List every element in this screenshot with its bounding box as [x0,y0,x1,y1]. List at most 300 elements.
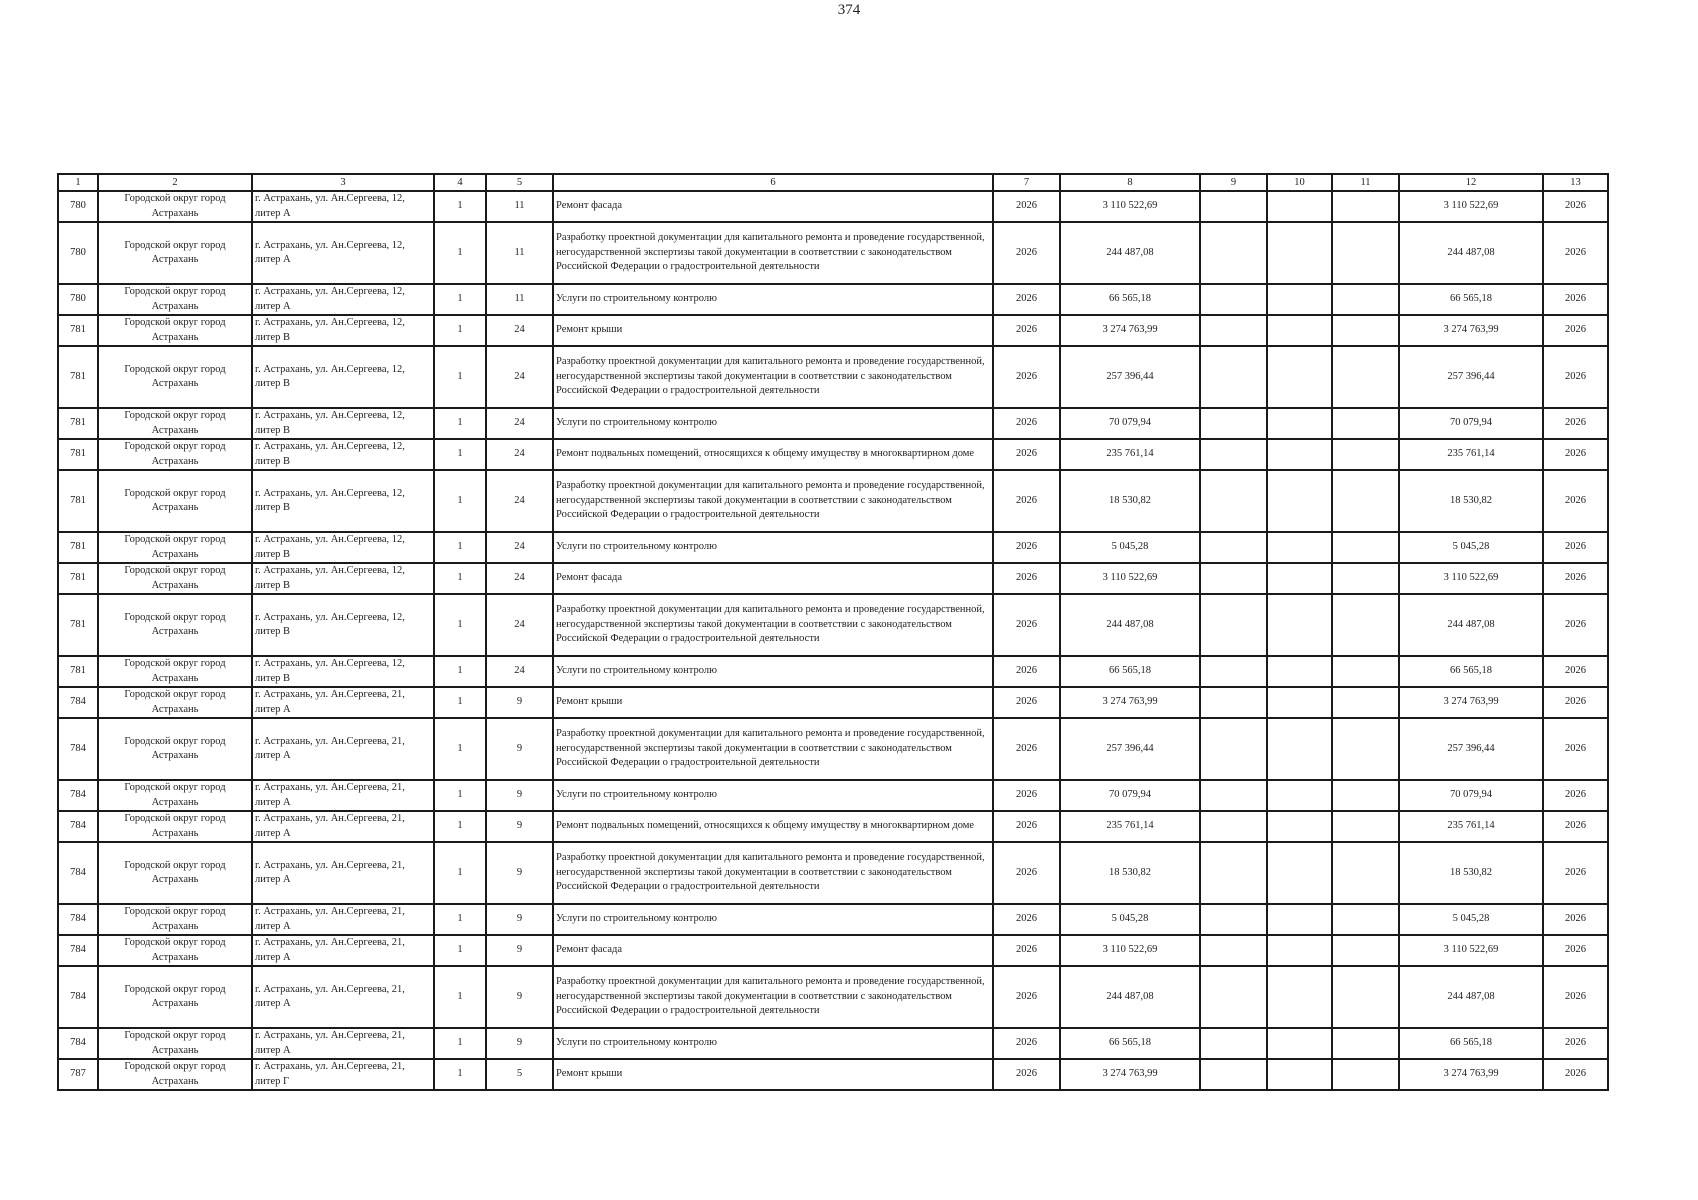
row-number-cell: 781 [58,594,98,656]
work-type-cell: Разработку проектной документации для капитального ремонта и проведение государственной, негосударственной экспертизы такой документации в соответствии с законодательством Российской Федерации о градостроительной деятельности [553,222,993,284]
col5-cell: 9 [486,1028,553,1059]
col10-cell [1267,346,1332,408]
col5-cell: 9 [486,718,553,780]
total-cost-cell: 18 530,82 [1060,470,1200,532]
completion-year-cell: 2026 [1543,966,1608,1028]
address-cell: г. Астрахань, ул. Ан.Сергеева, 12, литер В [252,346,434,408]
col4-cell: 1 [434,1028,486,1059]
municipality-cell: Городской округ город Астрахань [98,935,252,966]
row-number-cell: 784 [58,718,98,780]
address-cell: г. Астрахань, ул. Ан.Сергеева, 12, литер В [252,315,434,346]
year-cell: 2026 [993,532,1060,563]
row-number-cell: 781 [58,563,98,594]
col11-cell [1332,935,1399,966]
completion-year-cell: 2026 [1543,594,1608,656]
completion-year-cell: 2026 [1543,191,1608,222]
year-cell: 2026 [993,780,1060,811]
col9-cell [1200,470,1267,532]
col4-cell: 1 [434,284,486,315]
col11-cell [1332,408,1399,439]
col4-cell: 1 [434,315,486,346]
table-row [58,935,1608,966]
completion-year-cell: 2026 [1543,532,1608,563]
col4-cell: 1 [434,191,486,222]
total-cost-cell: 3 110 522,69 [1060,191,1200,222]
col5-cell: 9 [486,966,553,1028]
col9-cell [1200,284,1267,315]
col9-cell [1200,532,1267,563]
municipality-cell: Городской округ город Астрахань [98,1059,252,1090]
work-type-cell: Услуги по строительному контролю [553,780,993,811]
municipality-cell: Городской округ город Астрахань [98,966,252,1028]
work-type-cell: Услуги по строительному контролю [553,284,993,315]
cost-cell: 235 761,14 [1399,439,1543,470]
cost-cell: 5 045,28 [1399,904,1543,935]
table-row [58,842,1608,904]
year-cell: 2026 [993,408,1060,439]
cost-cell: 3 110 522,69 [1399,191,1543,222]
row-number-cell: 787 [58,1059,98,1090]
table-row [58,1059,1608,1090]
col5-cell: 11 [486,191,553,222]
total-cost-cell: 18 530,82 [1060,842,1200,904]
col9-cell [1200,346,1267,408]
col10-cell [1267,904,1332,935]
column-number: 8 [1060,174,1200,191]
col10-cell [1267,842,1332,904]
column-number: 1 [58,174,98,191]
address-cell: г. Астрахань, ул. Ан.Сергеева, 12, литер В [252,470,434,532]
col5-cell: 24 [486,656,553,687]
col11-cell [1332,718,1399,780]
col5-cell: 24 [486,439,553,470]
work-type-cell: Услуги по строительному контролю [553,532,993,563]
address-cell: г. Астрахань, ул. Ан.Сергеева, 12, литер В [252,563,434,594]
col5-cell: 24 [486,532,553,563]
col10-cell [1267,532,1332,563]
col10-cell [1267,594,1332,656]
col9-cell [1200,1028,1267,1059]
col4-cell: 1 [434,842,486,904]
row-number-cell: 784 [58,811,98,842]
work-type-cell: Разработку проектной документации для капитального ремонта и проведение государственной, негосударственной экспертизы такой документации в соответствии с законодательством Российской Федерации о градостроительной деятельности [553,718,993,780]
table-row [58,718,1608,780]
work-type-cell: Ремонт крыши [553,687,993,718]
year-cell: 2026 [993,594,1060,656]
address-cell: г. Астрахань, ул. Ан.Сергеева, 21, литер А [252,966,434,1028]
year-cell: 2026 [993,346,1060,408]
completion-year-cell: 2026 [1543,1028,1608,1059]
col9-cell [1200,563,1267,594]
col5-cell: 24 [486,563,553,594]
table-row [58,904,1608,935]
row-number-cell: 784 [58,687,98,718]
total-cost-cell: 3 110 522,69 [1060,935,1200,966]
col9-cell [1200,811,1267,842]
year-cell: 2026 [993,904,1060,935]
row-number-cell: 781 [58,656,98,687]
row-number-cell: 781 [58,346,98,408]
municipality-cell: Городской округ город Астрахань [98,718,252,780]
work-type-cell: Услуги по строительному контролю [553,408,993,439]
municipality-cell: Городской округ город Астрахань [98,439,252,470]
col9-cell [1200,842,1267,904]
address-cell: г. Астрахань, ул. Ан.Сергеева, 21, литер А [252,904,434,935]
col11-cell [1332,284,1399,315]
col9-cell [1200,191,1267,222]
municipality-cell: Городской округ город Астрахань [98,470,252,532]
column-number: 11 [1332,174,1399,191]
cost-cell: 244 487,08 [1399,222,1543,284]
work-type-cell: Услуги по строительному контролю [553,904,993,935]
work-type-cell: Услуги по строительному контролю [553,1028,993,1059]
table-row [58,811,1608,842]
col11-cell [1332,222,1399,284]
total-cost-cell: 3 274 763,99 [1060,687,1200,718]
work-type-cell: Ремонт подвальных помещений, относящихся к общему имуществу в многоквартирном доме [553,439,993,470]
col11-cell [1332,842,1399,904]
col11-cell [1332,656,1399,687]
total-cost-cell: 70 079,94 [1060,780,1200,811]
col4-cell: 1 [434,966,486,1028]
completion-year-cell: 2026 [1543,811,1608,842]
col11-cell [1332,346,1399,408]
year-cell: 2026 [993,656,1060,687]
address-cell: г. Астрахань, ул. Ан.Сергеева, 21, литер А [252,1028,434,1059]
cost-cell: 244 487,08 [1399,966,1543,1028]
col10-cell [1267,222,1332,284]
col10-cell [1267,935,1332,966]
row-number-cell: 784 [58,904,98,935]
address-cell: г. Астрахань, ул. Ан.Сергеева, 21, литер А [252,718,434,780]
col4-cell: 1 [434,935,486,966]
table-row [58,532,1608,563]
col10-cell [1267,284,1332,315]
col10-cell [1267,1059,1332,1090]
municipality-cell: Городской округ город Астрахань [98,284,252,315]
address-cell: г. Астрахань, ул. Ан.Сергеева, 21, литер Г [252,1059,434,1090]
row-number-cell: 780 [58,191,98,222]
completion-year-cell: 2026 [1543,842,1608,904]
completion-year-cell: 2026 [1543,222,1608,284]
year-cell: 2026 [993,315,1060,346]
total-cost-cell: 235 761,14 [1060,439,1200,470]
table-body [58,191,1608,1090]
address-cell: г. Астрахань, ул. Ан.Сергеева, 21, литер А [252,842,434,904]
cost-cell: 66 565,18 [1399,284,1543,315]
year-cell: 2026 [993,1059,1060,1090]
completion-year-cell: 2026 [1543,780,1608,811]
year-cell: 2026 [993,811,1060,842]
completion-year-cell: 2026 [1543,470,1608,532]
work-type-cell: Ремонт фасада [553,563,993,594]
col9-cell [1200,718,1267,780]
completion-year-cell: 2026 [1543,315,1608,346]
completion-year-cell: 2026 [1543,408,1608,439]
municipality-cell: Городской округ город Астрахань [98,1028,252,1059]
col11-cell [1332,470,1399,532]
completion-year-cell: 2026 [1543,718,1608,780]
cost-cell: 257 396,44 [1399,718,1543,780]
municipality-cell: Городской округ город Астрахань [98,656,252,687]
col4-cell: 1 [434,780,486,811]
completion-year-cell: 2026 [1543,904,1608,935]
col9-cell [1200,1059,1267,1090]
row-number-cell: 781 [58,470,98,532]
col5-cell: 24 [486,594,553,656]
table-row [58,315,1608,346]
cost-cell: 257 396,44 [1399,346,1543,408]
col11-cell [1332,966,1399,1028]
year-cell: 2026 [993,718,1060,780]
col9-cell [1200,935,1267,966]
table-row [58,780,1608,811]
column-number: 4 [434,174,486,191]
work-type-cell: Ремонт подвальных помещений, относящихся к общему имуществу в многоквартирном доме [553,811,993,842]
municipality-cell: Городской округ город Астрахань [98,563,252,594]
col10-cell [1267,718,1332,780]
repair-program-table [57,173,1609,1091]
municipality-cell: Городской округ город Астрахань [98,532,252,563]
col10-cell [1267,780,1332,811]
table-row [58,408,1608,439]
col4-cell: 1 [434,718,486,780]
col11-cell [1332,687,1399,718]
year-cell: 2026 [993,687,1060,718]
address-cell: г. Астрахань, ул. Ан.Сергеева, 12, литер В [252,532,434,563]
col4-cell: 1 [434,904,486,935]
year-cell: 2026 [993,966,1060,1028]
cost-cell: 66 565,18 [1399,1028,1543,1059]
cost-cell: 3 274 763,99 [1399,687,1543,718]
address-cell: г. Астрахань, ул. Ан.Сергеева, 21, литер А [252,687,434,718]
municipality-cell: Городской округ город Астрахань [98,346,252,408]
col4-cell: 1 [434,1059,486,1090]
municipality-cell: Городской округ город Астрахань [98,222,252,284]
row-number-cell: 780 [58,222,98,284]
col5-cell: 9 [486,811,553,842]
row-number-cell: 781 [58,532,98,563]
col10-cell [1267,408,1332,439]
completion-year-cell: 2026 [1543,563,1608,594]
row-number-cell: 784 [58,842,98,904]
municipality-cell: Городской округ город Астрахань [98,594,252,656]
row-number-cell: 781 [58,439,98,470]
col11-cell [1332,1028,1399,1059]
completion-year-cell: 2026 [1543,687,1608,718]
row-number-cell: 784 [58,935,98,966]
total-cost-cell: 5 045,28 [1060,532,1200,563]
table-row [58,191,1608,222]
row-number-cell: 781 [58,315,98,346]
total-cost-cell: 257 396,44 [1060,346,1200,408]
column-number: 13 [1543,174,1608,191]
col11-cell [1332,191,1399,222]
table-row [58,346,1608,408]
table-row [58,687,1608,718]
column-number: 6 [553,174,993,191]
total-cost-cell: 244 487,08 [1060,222,1200,284]
page-number: 374 [837,2,861,18]
work-type-cell: Услуги по строительному контролю [553,656,993,687]
col4-cell: 1 [434,594,486,656]
year-cell: 2026 [993,439,1060,470]
column-number: 9 [1200,174,1267,191]
column-number: 12 [1399,174,1543,191]
col5-cell: 24 [486,408,553,439]
municipality-cell: Городской округ город Астрахань [98,842,252,904]
col5-cell: 9 [486,904,553,935]
year-cell: 2026 [993,222,1060,284]
total-cost-cell: 66 565,18 [1060,1028,1200,1059]
col10-cell [1267,811,1332,842]
cost-cell: 5 045,28 [1399,532,1543,563]
col5-cell: 9 [486,780,553,811]
col10-cell [1267,439,1332,470]
col4-cell: 1 [434,532,486,563]
column-number: 10 [1267,174,1332,191]
col9-cell [1200,656,1267,687]
table-row [58,1028,1608,1059]
col5-cell: 9 [486,842,553,904]
table-row [58,470,1608,532]
col11-cell [1332,594,1399,656]
col10-cell [1267,1028,1332,1059]
col5-cell: 24 [486,346,553,408]
col11-cell [1332,1059,1399,1090]
address-cell: г. Астрахань, ул. Ан.Сергеева, 12, литер А [252,222,434,284]
work-type-cell: Ремонт фасада [553,191,993,222]
address-cell: г. Астрахань, ул. Ан.Сергеева, 12, литер В [252,408,434,439]
year-cell: 2026 [993,470,1060,532]
col9-cell [1200,222,1267,284]
col4-cell: 1 [434,656,486,687]
table-row [58,966,1608,1028]
total-cost-cell: 244 487,08 [1060,594,1200,656]
col9-cell [1200,315,1267,346]
column-number: 3 [252,174,434,191]
table-row [58,594,1608,656]
year-cell: 2026 [993,1028,1060,1059]
cost-cell: 3 274 763,99 [1399,315,1543,346]
year-cell: 2026 [993,284,1060,315]
total-cost-cell: 257 396,44 [1060,718,1200,780]
municipality-cell: Городской округ город Астрахань [98,811,252,842]
col9-cell [1200,408,1267,439]
row-number-cell: 784 [58,966,98,1028]
col4-cell: 1 [434,563,486,594]
address-cell: г. Астрахань, ул. Ан.Сергеева, 12, литер В [252,594,434,656]
work-type-cell: Ремонт крыши [553,315,993,346]
total-cost-cell: 3 274 763,99 [1060,315,1200,346]
col10-cell [1267,470,1332,532]
completion-year-cell: 2026 [1543,439,1608,470]
address-cell: г. Астрахань, ул. Ан.Сергеева, 21, литер А [252,935,434,966]
row-number-cell: 784 [58,780,98,811]
col9-cell [1200,904,1267,935]
col9-cell [1200,966,1267,1028]
col5-cell: 9 [486,935,553,966]
municipality-cell: Городской округ город Астрахань [98,191,252,222]
municipality-cell: Городской округ город Астрахань [98,315,252,346]
col11-cell [1332,315,1399,346]
col11-cell [1332,563,1399,594]
cost-cell: 3 274 763,99 [1399,1059,1543,1090]
col4-cell: 1 [434,408,486,439]
col11-cell [1332,780,1399,811]
col10-cell [1267,191,1332,222]
total-cost-cell: 3 110 522,69 [1060,563,1200,594]
col9-cell [1200,439,1267,470]
table-row [58,439,1608,470]
cost-cell: 70 079,94 [1399,780,1543,811]
col10-cell [1267,315,1332,346]
cost-cell: 3 110 522,69 [1399,935,1543,966]
col9-cell [1200,780,1267,811]
col4-cell: 1 [434,439,486,470]
table-row [58,284,1608,315]
table-row [58,222,1608,284]
address-cell: г. Астрахань, ул. Ан.Сергеева, 12, литер А [252,284,434,315]
work-type-cell: Ремонт крыши [553,1059,993,1090]
col4-cell: 1 [434,346,486,408]
completion-year-cell: 2026 [1543,1059,1608,1090]
col11-cell [1332,811,1399,842]
work-type-cell: Разработку проектной документации для капитального ремонта и проведение государственной, негосударственной экспертизы такой документации в соответствии с законодательством Российской Федерации о градостроительной деятельности [553,842,993,904]
col9-cell [1200,687,1267,718]
cost-cell: 18 530,82 [1399,470,1543,532]
col5-cell: 24 [486,470,553,532]
total-cost-cell: 3 274 763,99 [1060,1059,1200,1090]
cost-cell: 244 487,08 [1399,594,1543,656]
address-cell: г. Астрахань, ул. Ан.Сергеева, 12, литер В [252,656,434,687]
col5-cell: 9 [486,687,553,718]
work-type-cell: Ремонт фасада [553,935,993,966]
column-number: 7 [993,174,1060,191]
cost-cell: 3 110 522,69 [1399,563,1543,594]
row-number-cell: 780 [58,284,98,315]
total-cost-cell: 66 565,18 [1060,284,1200,315]
table-row [58,563,1608,594]
column-number: 2 [98,174,252,191]
year-cell: 2026 [993,191,1060,222]
total-cost-cell: 244 487,08 [1060,966,1200,1028]
total-cost-cell: 70 079,94 [1060,408,1200,439]
municipality-cell: Городской округ город Астрахань [98,408,252,439]
cost-cell: 235 761,14 [1399,811,1543,842]
year-cell: 2026 [993,935,1060,966]
address-cell: г. Астрахань, ул. Ан.Сергеева, 21, литер А [252,780,434,811]
row-number-cell: 781 [58,408,98,439]
col5-cell: 5 [486,1059,553,1090]
col9-cell [1200,594,1267,656]
table-row [58,656,1608,687]
col4-cell: 1 [434,687,486,718]
col10-cell [1267,966,1332,1028]
col5-cell: 11 [486,222,553,284]
address-cell: г. Астрахань, ул. Ан.Сергеева, 12, литер В [252,439,434,470]
row-number-cell: 784 [58,1028,98,1059]
col11-cell [1332,904,1399,935]
col4-cell: 1 [434,222,486,284]
col11-cell [1332,439,1399,470]
col4-cell: 1 [434,470,486,532]
address-cell: г. Астрахань, ул. Ан.Сергеева, 21, литер А [252,811,434,842]
year-cell: 2026 [993,842,1060,904]
municipality-cell: Городской округ город Астрахань [98,687,252,718]
completion-year-cell: 2026 [1543,346,1608,408]
work-type-cell: Разработку проектной документации для капитального ремонта и проведение государственной, негосударственной экспертизы такой документации в соответствии с законодательством Российской Федерации о градостроительной деятельности [553,470,993,532]
